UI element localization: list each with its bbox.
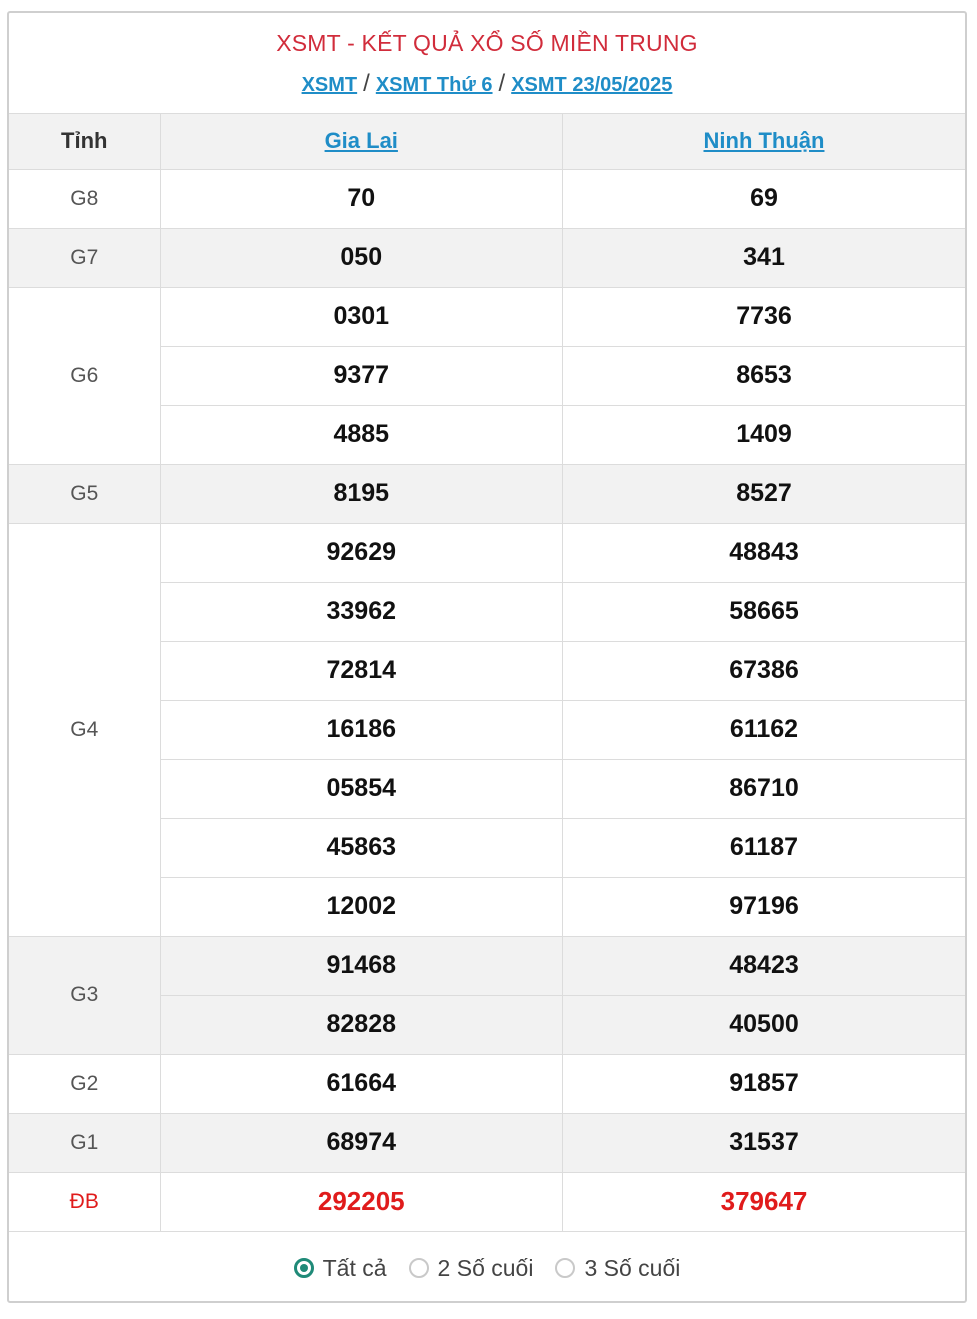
prize-row-3-0 [9, 464, 965, 523]
result-number-gia-lai: 12002 [160, 877, 563, 936]
result-number-gia-lai: 45863 [160, 818, 563, 877]
filter-option-last-2[interactable] [409, 1255, 534, 1282]
results-card [7, 11, 967, 1303]
result-number-ninh-thuan: 97196 [563, 877, 966, 936]
breadcrumb-link-weekday[interactable]: XSMT Thứ 6 [375, 74, 493, 96]
province-link-ninh-thuan[interactable]: Ninh Thuận [703, 128, 825, 154]
result-number-gia-lai: 292205 [160, 1172, 563, 1231]
radio-icon[interactable] [294, 1258, 314, 1278]
prize-row-5-0 [9, 936, 965, 995]
result-number-ninh-thuan: 91857 [563, 1054, 966, 1113]
result-number-ninh-thuan: 8653 [563, 346, 966, 405]
prize-row-4-0 [9, 523, 965, 582]
result-number-ninh-thuan: 1409 [563, 405, 966, 464]
result-number-gia-lai: 8195 [160, 464, 563, 523]
result-number-ninh-thuan: 69 [563, 169, 966, 228]
filter-option-last-3[interactable] [555, 1255, 680, 1282]
result-number-ninh-thuan: 341 [563, 228, 966, 287]
prize-label: G4 [9, 523, 160, 936]
result-number-ninh-thuan: 86710 [563, 759, 966, 818]
digit-filter [9, 1235, 965, 1301]
result-number-gia-lai: 33962 [160, 582, 563, 641]
result-number-gia-lai: 9377 [160, 346, 563, 405]
result-number-gia-lai: 05854 [160, 759, 563, 818]
breadcrumb [9, 70, 965, 98]
result-number-ninh-thuan: 61187 [563, 818, 966, 877]
breadcrumb-separator: / [498, 70, 506, 97]
prize-label: G5 [9, 464, 160, 523]
page-title: XSMT - KẾT QUẢ XỔ SỐ MIỀN TRUNG [276, 30, 698, 56]
prize-row-1-0 [9, 228, 965, 287]
result-number-gia-lai: 68974 [160, 1113, 563, 1172]
result-number-gia-lai: 70 [160, 169, 563, 228]
result-number-ninh-thuan: 379647 [563, 1172, 966, 1231]
prize-row-2-0 [9, 287, 965, 346]
result-number-ninh-thuan: 40500 [563, 995, 966, 1054]
result-number-gia-lai: 61664 [160, 1054, 563, 1113]
prize-label: ĐB [9, 1172, 160, 1231]
prize-label: G1 [9, 1113, 160, 1172]
result-number-gia-lai: 0301 [160, 287, 563, 346]
prize-label: G6 [9, 287, 160, 464]
breadcrumb-link-xsmt[interactable]: XSMT [301, 74, 358, 96]
result-number-ninh-thuan: 48423 [563, 936, 966, 995]
filter-label: 2 Số cuối [437, 1254, 534, 1281]
result-number-gia-lai: 82828 [160, 995, 563, 1054]
breadcrumb-separator: / [363, 70, 370, 97]
column-header-province: Tỉnh [9, 114, 160, 169]
result-number-gia-lai: 4885 [160, 405, 563, 464]
prize-label: G7 [9, 228, 160, 287]
prize-row-7-0 [9, 1113, 965, 1172]
prize-label: G8 [9, 169, 160, 228]
result-number-gia-lai: 72814 [160, 641, 563, 700]
result-number-gia-lai: 92629 [160, 523, 563, 582]
prize-row-8-0 [9, 1172, 965, 1231]
result-number-ninh-thuan: 58665 [563, 582, 966, 641]
prize-label: G2 [9, 1054, 160, 1113]
filter-label: 3 Số cuối [584, 1254, 681, 1281]
breadcrumb-link-date[interactable]: XSMT 23/05/2025 [511, 74, 673, 96]
result-number-ninh-thuan: 61162 [563, 700, 966, 759]
result-number-ninh-thuan: 8527 [563, 464, 966, 523]
result-number-gia-lai: 050 [160, 228, 563, 287]
province-link-gia-lai[interactable]: Gia Lai [324, 128, 398, 154]
results-header [9, 13, 965, 114]
result-number-gia-lai: 91468 [160, 936, 563, 995]
prize-label: G3 [9, 936, 160, 1054]
filter-label: Tất cả [322, 1254, 387, 1281]
result-number-ninh-thuan: 67386 [563, 641, 966, 700]
radio-icon[interactable] [555, 1258, 575, 1278]
result-number-ninh-thuan: 7736 [563, 287, 966, 346]
column-header-ninh-thuan [563, 114, 966, 169]
result-number-gia-lai: 16186 [160, 700, 563, 759]
prize-row-0-0 [9, 169, 965, 228]
result-number-ninh-thuan: 48843 [563, 523, 966, 582]
prize-row-6-0 [9, 1054, 965, 1113]
results-table [9, 114, 965, 1232]
radio-icon[interactable] [409, 1258, 429, 1278]
result-number-ninh-thuan: 31537 [563, 1113, 966, 1172]
table-header-row [9, 114, 965, 169]
column-header-gia-lai [160, 114, 563, 169]
filter-option-all[interactable] [294, 1255, 387, 1282]
